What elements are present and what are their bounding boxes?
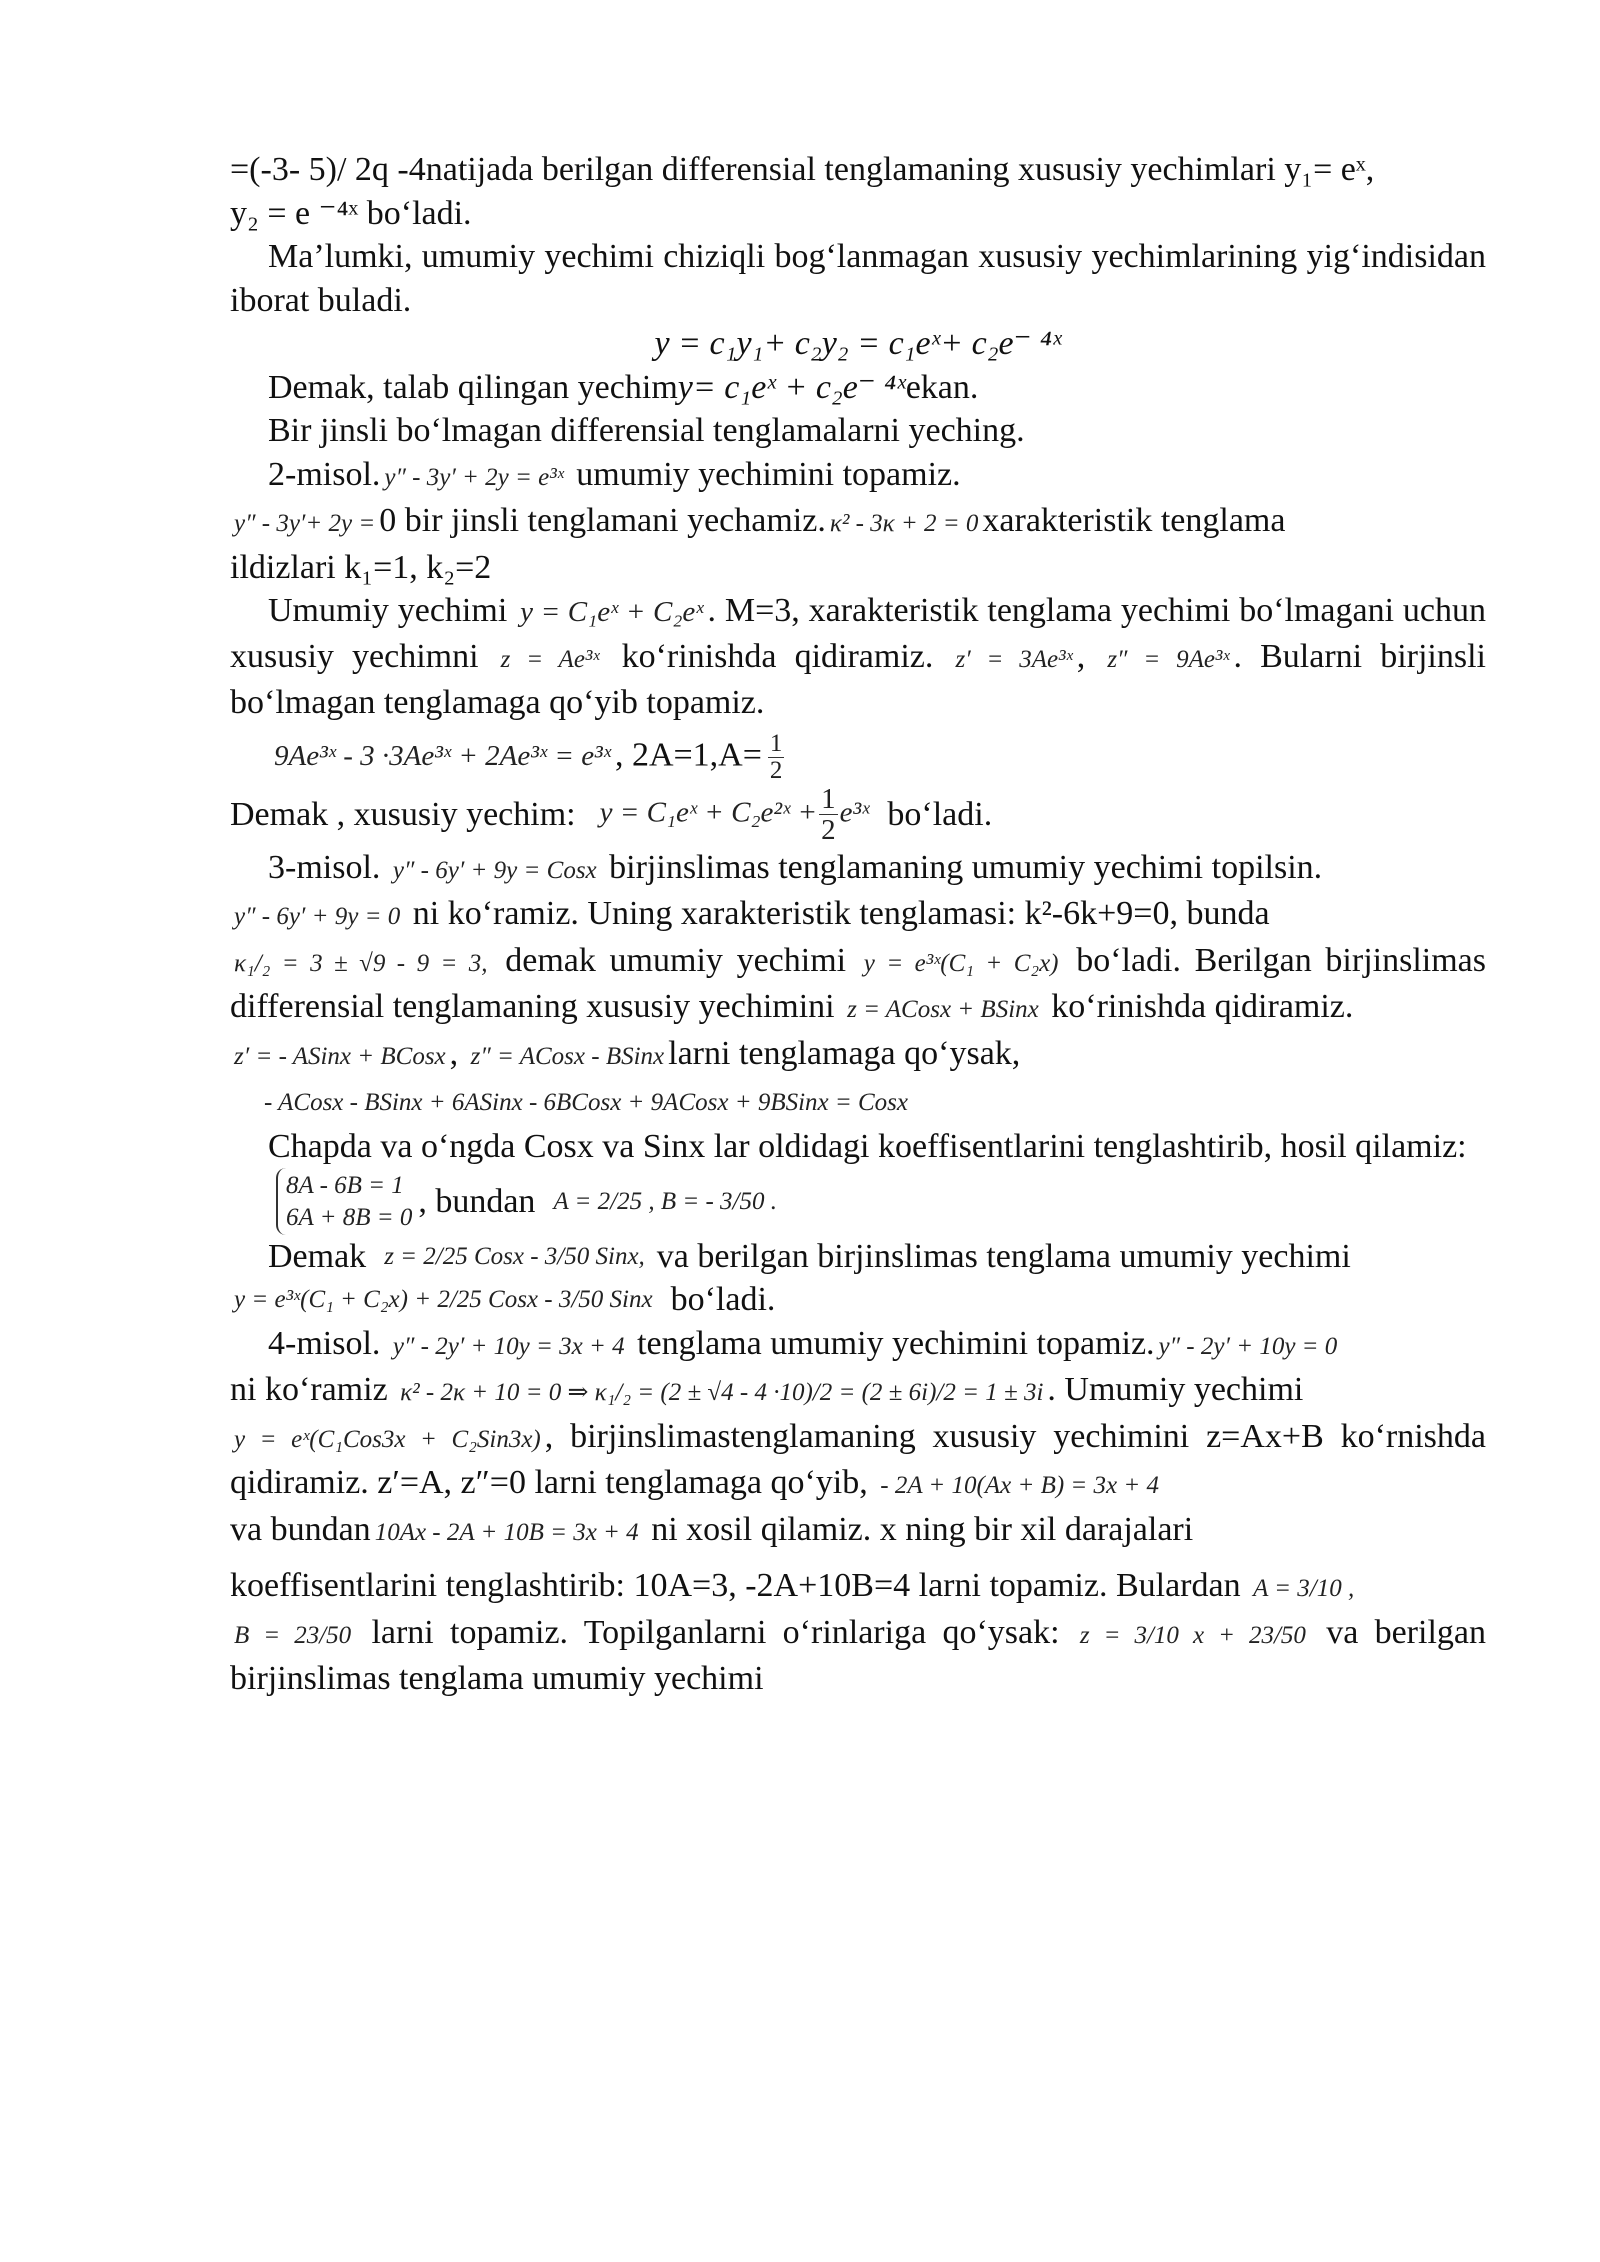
equation-system: 8A - 6B = 1 6A + 8B = 0 xyxy=(276,1168,418,1235)
paragraph-9: 9Ae³ˣ - 3 ·3Ae³ˣ + 2Ae³ˣ = e³ˣ , 2A=1,A= $\frac{1}{2}$ xyxy=(230,731,1486,785)
equation: y = e³ˣ(C₁ + C₂x) xyxy=(863,949,1059,977)
equation: y = C₁eˣ + C₂e²ˣ + $\frac{1}{2}$ e³ˣ xyxy=(599,783,870,847)
equation: z″ = ACosx - BSinx xyxy=(470,1042,665,1070)
equation: y″ - 6y′ + 9y = 0 xyxy=(234,903,401,931)
equation: z = 3/10 x + 23/50 xyxy=(1079,1621,1306,1649)
equation: 10Ax - 2A + 10B = 3x + 4 xyxy=(374,1518,639,1546)
paragraph-5: Bir jinsli bo‘lmagan differensial tenglamalarni yeching. xyxy=(268,412,1025,449)
paragraph-15: Demak z = 2/25 Cosx - 3/50 Sinx, va berilgan birjinslimas tenglama umumiy yechimi xyxy=(230,1235,1486,1279)
equation: z = Ae³ˣ xyxy=(500,645,600,673)
paragraph-3: Ma’lumki, umumiy yechimi chiziqli bog‘lanmagan xususiy yechimlarining yig‘indisidan iborat buladi. xyxy=(230,238,1486,319)
paragraph-13: z′ = - ASinx + BCosx , z″ = ACosx - BSinx larni tenglamaga qo‘ysak, xyxy=(230,1032,1486,1079)
equation: y = eˣ(C₁Cos3x + C₂Sin3x) xyxy=(234,1425,541,1453)
fraction: $\frac{1}{2}$ xyxy=(821,783,836,847)
equation: y″ - 6y′ + 9y = Cosx xyxy=(392,856,597,884)
equation: κ² - 2κ + 10 = 0 ⇒ κ₁/₂ = (2 ± √4 - 4 ·10)/2 = (2 ± 6i)/2 = 1 ± 3i xyxy=(400,1379,1044,1407)
paragraph-12: κ₁/₂ = 3 ± √9 - 9 = 3, demak umumiy yechimi y = e³ˣ(C₁ + C₂x) bo‘ladi. Berilgan birjinslimas differensial tenglamaning xususiy yechimini z = ACosx + BSinx ko‘rinishda qidiramiz. xyxy=(230,941,1486,1026)
equation: κ₁/₂ = 3 ± √9 - 9 = 3, xyxy=(234,949,488,977)
paragraph-4: Demak, talab qilingan yechimy= c₁eˣ + c₂e⁻ ⁴ˣekan. xyxy=(268,368,979,406)
page-body xyxy=(230,148,1486,1701)
example-4-heading: 4-misol. y″ - 2y′ + 10y = 3x + 4 tenglama umumiy yechimini topamiz. y″ - 2y′ + 10y = 0 xyxy=(230,1322,1486,1369)
equation: y″ - 2y′ + 10y = 3x + 4 xyxy=(392,1332,625,1360)
equation: B = 23/50 xyxy=(234,1621,352,1649)
equation: z = 2/25 Cosx - 3/50 Sinx, xyxy=(384,1242,645,1270)
paragraph-1: =(-3- 5)/ 2q -4natijada berilgan differensial tenglamaning xususiy yechimlari y₁= eˣ, xyxy=(230,151,1375,188)
paragraph-20: koeffisentlarini tenglashtirib: 10A=3, -2A+10B=4 larni topamiz. Bulardan A = 3/10 , xyxy=(230,1564,1486,1611)
formula-general-solution: y = c₁y₁+ c₂y₂ = c₁eˣ+ c₂e⁻ ⁴ˣ xyxy=(654,325,1062,362)
equation: κ² - 3κ + 2 = 0 xyxy=(829,510,979,537)
equation: y = e³ˣ(C₁ + C₂x) + 2/25 Cosx - 3/50 Sinx xyxy=(234,1286,653,1314)
paragraph-10: Demak , xususiy yechim: y = C₁eˣ + C₂e²ˣ + $\frac{1}{2}$ e³ˣ bo‘ladi. xyxy=(230,783,993,847)
equation: A = 2/25 , B = - 3/50 . xyxy=(553,1187,777,1215)
paragraph-8: Umumiy yechimi y = C₁eˣ + C₂eˣ . M=3, xarakteristik tenglama yechimi bo‘lmagani uchun xususiy yechimni z = Ae³ˣ ko‘rinishda qidiramiz. z′ = 3Ae³ˣ , z″ = 9Ae³ˣ . Bularni birjinsli bo‘lmagan tenglamaga qo‘yib topamiz. xyxy=(230,592,1486,721)
paragraph-14: Chapda va o‘ngda Cosx va Sinx lar oldidagi koeffisentlarini tenglashtirib, hosil qilamiz: xyxy=(268,1127,1467,1165)
equation: A = 3/10 , xyxy=(1253,1575,1355,1603)
equation: - 2A + 10(Ax + B) = 3x + 4 xyxy=(880,1472,1160,1500)
paragraph-11: y″ - 6y′ + 9y = 0 ni ko‘ramiz. Uning xarakteristik tenglamasi: k²-6k+9=0, bunda xyxy=(230,892,1486,939)
equation: 9Ae³ˣ - 3 ·3Ae³ˣ + 2Ae³ˣ = e³ˣ xyxy=(274,740,611,773)
formula-substitution xyxy=(230,1078,1486,1125)
paragraph-2: y₂ = e ⁻⁴ˣ bo‘ladi. xyxy=(230,194,472,232)
paragraph-6: y″ - 3y′+ 2y = 0 bir jinsli tenglamani yechamiz. κ² - 3κ + 2 = 0 xarakteristik tenglama xyxy=(230,499,1486,546)
equation: y″ - 3y′+ 2y = xyxy=(234,510,376,537)
paragraph-21: B = 23/50 larni topamiz. Topilganlarni o‘rinlariga qo‘ysak: z = 3/10 x + 23/50 va berilgan birjinslimas tenglama umumiy yechimi xyxy=(230,1613,1486,1698)
equation: - ACosx - BSinx + 6ASinx - 6BCosx + 9ACosx + 9BSinx = Cosx xyxy=(264,1089,909,1117)
paragraph-19: va bundan 10Ax - 2A + 10B = 3x + 4 ni xosil qilamiz. x ning bir xil darajalari xyxy=(230,1510,1194,1548)
equation: z = ACosx + BSinx xyxy=(847,996,1039,1024)
example-2-heading: 2-misol. y″ - 3y′ + 2y = e³ˣ umumiy yechimini topamiz. xyxy=(268,455,961,493)
paragraph-16: y = e³ˣ(C₁ + C₂x) + 2/25 Cosx - 3/50 Sinx bo‘ladi. xyxy=(230,1278,1486,1322)
paragraph-7: ildizlari k₁=1, k₂=2 xyxy=(230,548,492,586)
paragraph-18: y = eˣ(C₁Cos3x + C₂Sin3x) , birjinslimastenglamaning xususiy yechimini z=Ax+B ko‘rnishda qidiramiz. z′=A, z″=0 larni tenglamaga qo‘yib, - 2A + 10(Ax + B) = 3x + 4 xyxy=(230,1417,1486,1502)
equation: y″ - 3y′ + 2y = e³ˣ xyxy=(384,463,564,491)
system-of-equations: 8A - 6B = 1 6A + 8B = 0 , bundan A = 2/25 , B = - 3/50 . xyxy=(230,1168,1486,1235)
equation: z′ = - ASinx + BCosx xyxy=(234,1042,446,1070)
paragraph-17: ni ko‘ramiz κ² - 2κ + 10 = 0 ⇒ κ₁/₂ = (2 ± √4 - 4 ·10)/2 = (2 ± 6i)/2 = 1 ± 3i . Umumiy yechimi xyxy=(230,1371,1304,1409)
equation: z′ = 3Ae³ˣ xyxy=(955,645,1073,673)
equation: y = C₁eˣ + C₂eˣ xyxy=(520,596,704,628)
equation: y″ - 2y′ + 10y = 0 xyxy=(1158,1332,1338,1360)
equation: z″ = 9Ae³ˣ xyxy=(1107,645,1230,673)
example-3-heading: 3-misol. y″ - 6y′ + 9y = Cosx birjinslimas tenglamaning umumiy yechimi topilsin. xyxy=(268,848,1323,886)
fraction: $\frac{1}{2}$ xyxy=(769,729,783,784)
